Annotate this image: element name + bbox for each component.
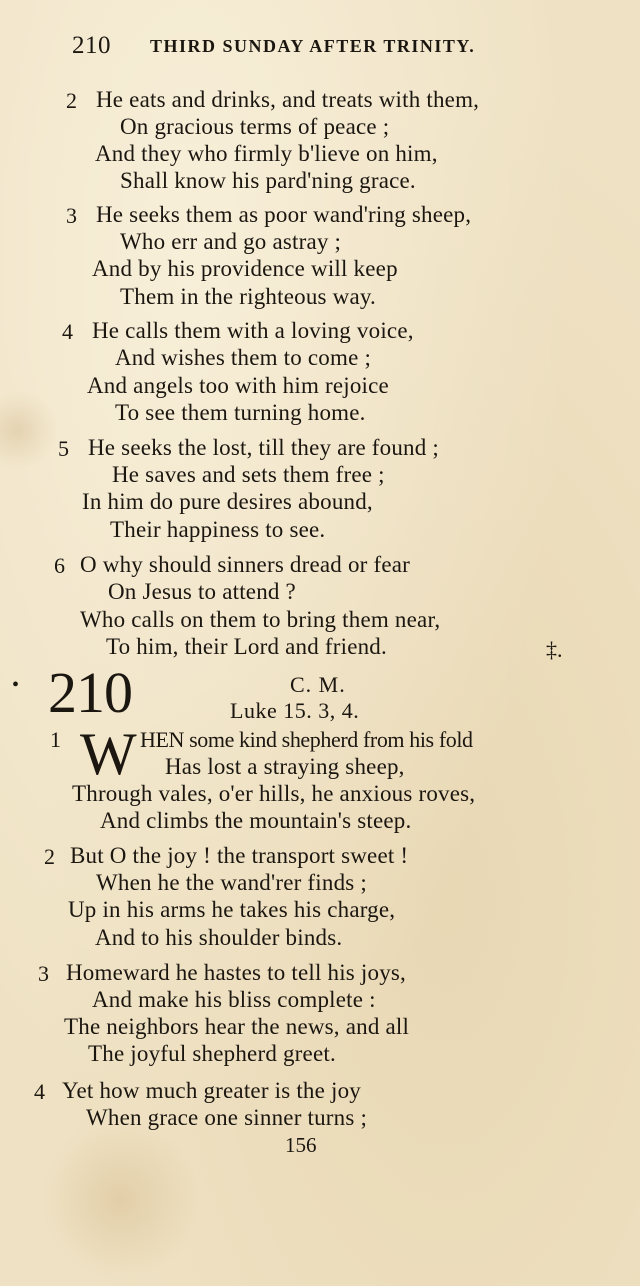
verse-line: He saves and sets them free ; — [112, 462, 385, 487]
verse-line: And wishes them to come ; — [115, 345, 372, 370]
verse-line: Up in his arms he takes his charge, — [68, 897, 396, 922]
verse-line: He seeks the lost, till they are found ; — [88, 435, 440, 460]
verse-line: He seeks them as poor wand'ring sheep, — [96, 202, 472, 227]
signature-number: 156 — [285, 1133, 317, 1157]
verse-line: He calls them with a loving voice, — [92, 318, 414, 343]
verse-line: To see them turning home. — [115, 400, 366, 425]
verse-line: Shall know his pard'ning grace. — [120, 168, 416, 193]
running-head: THIRD SUNDAY AFTER TRINITY. — [150, 36, 476, 56]
verse-line: And they who firmly b'lieve on him, — [95, 141, 438, 166]
verse-line: Who calls on them to bring them near, — [80, 607, 441, 632]
end-mark: ‡. — [546, 637, 563, 662]
verse-number: 4 — [62, 319, 74, 344]
verse-line: When grace one sinner turns ; — [86, 1105, 368, 1130]
verse-line: When he the wand'rer finds ; — [96, 870, 367, 895]
drop-cap: W — [80, 721, 137, 787]
bullet-mark: • — [12, 674, 20, 696]
verse-line: And climbs the mountain's steep. — [100, 808, 412, 833]
verse-number: 4 — [34, 1079, 46, 1104]
hymn-meter: C. M. — [290, 672, 346, 697]
verse-number: 3 — [38, 961, 50, 986]
scripture-reference: Luke 15. 3, 4. — [230, 698, 360, 723]
verse-line: On gracious terms of peace ; — [120, 114, 390, 139]
verse-line: And angels too with him rejoice — [87, 373, 389, 398]
verse-number: 6 — [54, 553, 66, 578]
verse-number: 1 — [50, 727, 62, 752]
verse-line: Who err and go astray ; — [120, 229, 342, 254]
verse-line: O why should sinners dread or fear — [80, 552, 410, 577]
verse-line: And by his providence will keep — [92, 256, 398, 281]
verse-line: The neighbors hear the news, and all — [64, 1014, 410, 1039]
verse-line: And to his shoulder binds. — [95, 925, 343, 950]
verse-line: Through vales, o'er hills, he anxious roves, — [72, 781, 476, 806]
verse-line: To him, their Lord and friend. — [106, 634, 387, 659]
verse-line: Their happiness to see. — [110, 517, 326, 542]
verse-line: The joyful shepherd greet. — [88, 1041, 336, 1066]
verse-line: Homeward he hastes to tell his joys, — [66, 960, 407, 985]
verse-line: On Jesus to attend ? — [108, 579, 296, 604]
verse-line: HEN some kind shepherd from his fold — [140, 727, 473, 752]
verse-number: 2 — [44, 844, 56, 869]
verse-line: He eats and drinks, and treats with them, — [96, 87, 480, 112]
verse-line: Has lost a straying sheep, — [165, 754, 405, 779]
verse-line: Yet how much greater is the joy — [62, 1078, 361, 1103]
page-number: 210 — [72, 32, 111, 59]
verse-number: 2 — [66, 88, 78, 113]
hymn-number: 210 — [48, 660, 132, 725]
verse-number: 3 — [66, 203, 78, 228]
verse-number: 5 — [58, 436, 70, 461]
verse-line: But O the joy ! the transport sweet ! — [70, 843, 409, 868]
verse-line: In him do pure desires abound, — [82, 489, 373, 514]
verse-line: Them in the righteous way. — [120, 284, 377, 309]
verse-line: And make his bliss complete : — [92, 987, 376, 1012]
